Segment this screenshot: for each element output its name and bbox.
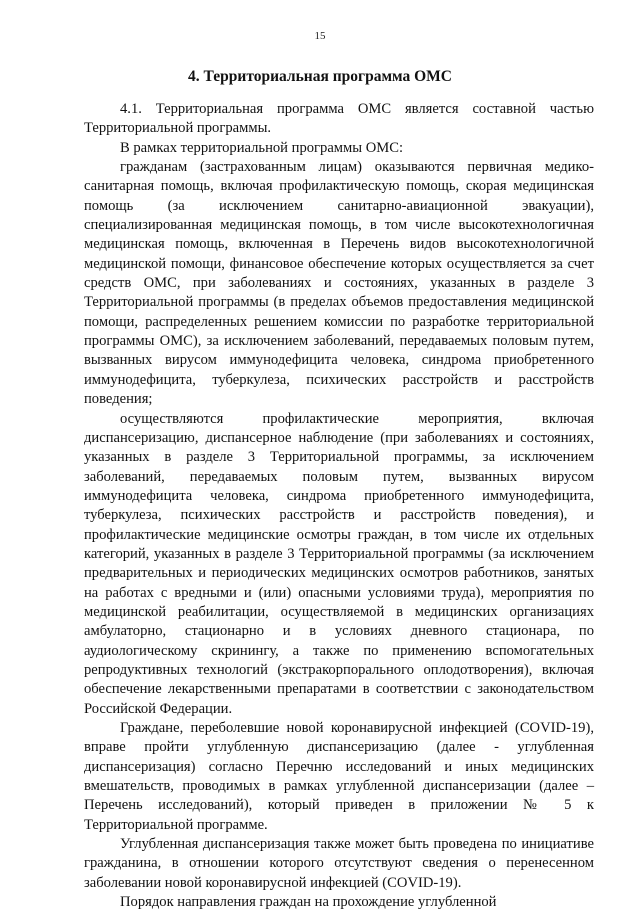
paragraph: Граждане, переболевшие новой коронавирусной инфекцией (COVID-19), вправе пройти углубленную диспансеризацию (далее - углубленная диспансеризация) согласно Перечню исследований и иных медицинских вмешательств, проводимых в рамках углубленной диспансеризации (далее – Перечень исследований), который приведен в приложении № 5 к Территориальной программе. — [84, 720, 594, 833]
paragraph: осуществляются профилактические мероприятия, включая диспансеризацию, диспансерное наблюдение (при заболеваниях и состояниях, указанных в разделе 3 Территориальной программы, за исключением заболеваний, передаваемых половым путем, вызванных вирусом иммунодефицита человека, синдрома приобретенного иммунодефицита, туберкулеза, психических расстройств и расстройств поведения), и профилактические медицинские осмотры граждан, в том числе их отдельных категорий, указанных в разделе 3 Территориальной программы (за исключением предварительных и периодических медицинских осмотров работников, занятых на работах с вредными и (или) опасными условиями труда), мероприятия по медицинской реабилитации, осуществляемой в медицинских организациях амбулаторно, стационарно и в условиях дневного стационара, по аудиологическому скринингу, а также по применению вспомогательных репродуктивных технологий (экстракорпорального оплодотворения), включая обеспечение лекарственными препаратами в соответствии с законодательством Российской Федерации. — [84, 410, 594, 717]
paragraph: 4.1. Территориальная программа ОМС является составной частью Территориальной программы. — [84, 101, 594, 137]
paragraph: В рамках территориальной программы ОМС: — [120, 139, 404, 156]
document-body — [84, 100, 594, 912]
page-number: 15 — [314, 30, 326, 42]
paragraph: Порядок направления граждан на прохождение углубленной — [120, 894, 497, 911]
section-heading: 4. Территориальная программа ОМС — [188, 68, 452, 85]
paragraph: гражданам (застрахованным лицам) оказываются первичная медико-санитарная помощь, включая профилактическую помощь, скорая медицинская помощь (за исключением санитарно-авиационной эвакуации), специализированная медицинская помощь, в том числе высокотехнологичная медицинская помощь, включенная в Перечень видов высокотехнологичной медицинской помощи, финансовое обеспечение которых осуществляется за счет средств ОМС, при заболеваниях и состояниях, указанных в разделе 3 Территориальной программы (в пределах объемов предоставления медицинской помощи, распределенных решением комиссии по разработке территориальной программы ОМС), за исключением заболеваний, передаваемых половым путем, вызванных вирусом иммунодефицита человека, синдрома приобретенного иммунодефицита, туберкулеза, психических расстройств и расстройств поведения; — [84, 159, 594, 408]
paragraph: Углубленная диспансеризация также может быть проведена по инициативе гражданина, в отношении которого отсутствуют сведения о перенесенном заболевании новой коронавирусной инфекцией (COVID-19). — [84, 836, 594, 891]
